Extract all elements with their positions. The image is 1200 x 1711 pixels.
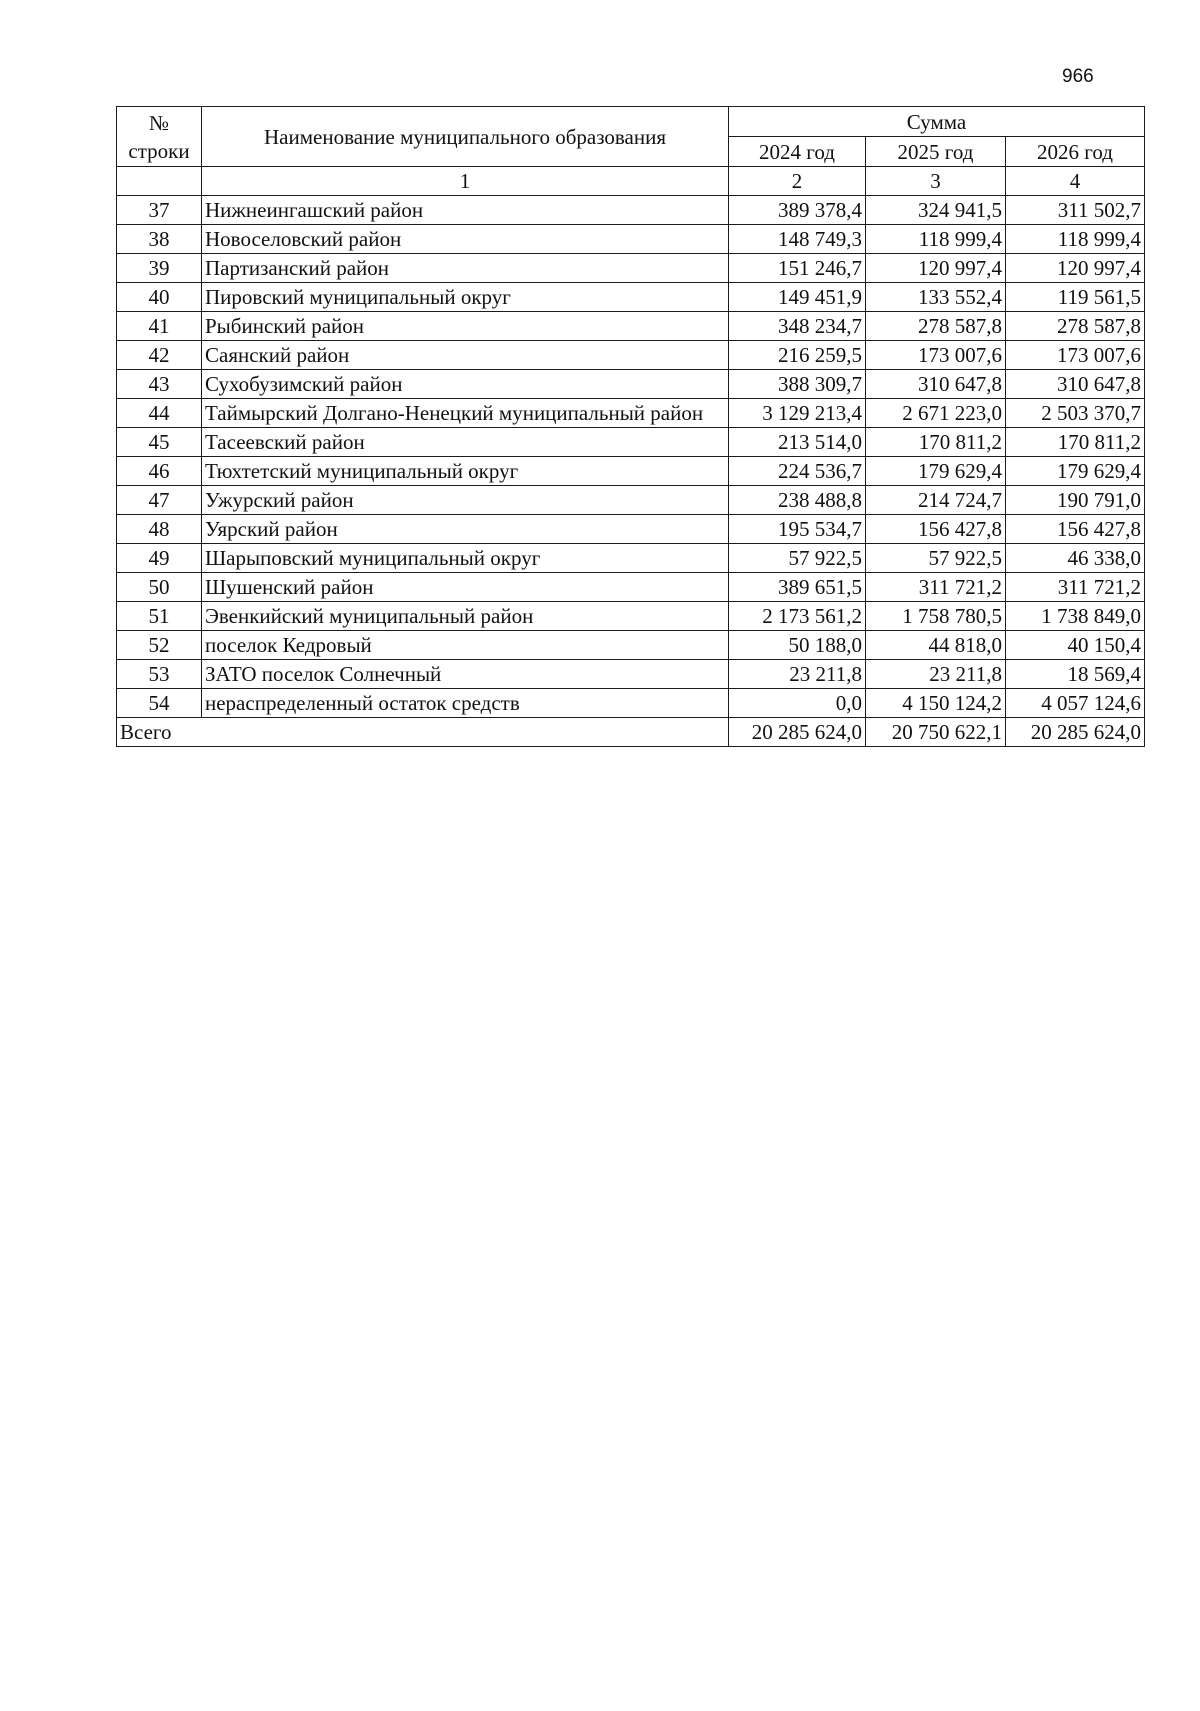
amount-2026: 311 721,2 <box>1006 573 1145 602</box>
row-number: 53 <box>117 660 202 689</box>
column-number: 4 <box>1006 167 1145 196</box>
amount-2025: 23 211,8 <box>866 660 1006 689</box>
amount-2024: 388 309,7 <box>729 370 866 399</box>
amount-2026: 1 738 849,0 <box>1006 602 1145 631</box>
amount-2024: 389 651,5 <box>729 573 866 602</box>
table-row <box>117 225 1145 254</box>
amount-2024: 3 129 213,4 <box>729 399 866 428</box>
table-row <box>117 631 1145 660</box>
amount-2026: 118 999,4 <box>1006 225 1145 254</box>
amount-2026: 170 811,2 <box>1006 428 1145 457</box>
amount-2025: 2 671 223,0 <box>866 399 1006 428</box>
table-row <box>117 428 1145 457</box>
municipality-name: Партизанский район <box>202 254 729 283</box>
amount-2024: 148 749,3 <box>729 225 866 254</box>
municipality-name: поселок Кедровый <box>202 631 729 660</box>
table-row <box>117 341 1145 370</box>
total-label: Всего <box>117 718 729 747</box>
municipality-name: Шушенский район <box>202 573 729 602</box>
total-row <box>117 718 1145 747</box>
amount-2025: 311 721,2 <box>866 573 1006 602</box>
table-row <box>117 399 1145 428</box>
table-row <box>117 486 1145 515</box>
amount-2024: 238 488,8 <box>729 486 866 515</box>
municipality-name: Шарыповский муниципальный округ <box>202 544 729 573</box>
table-row <box>117 254 1145 283</box>
amount-2025: 324 941,5 <box>866 196 1006 225</box>
total-2026: 20 285 624,0 <box>1006 718 1145 747</box>
table-row <box>117 196 1145 225</box>
amount-2026: 119 561,5 <box>1006 283 1145 312</box>
row-number: 48 <box>117 515 202 544</box>
amount-2025: 214 724,7 <box>866 486 1006 515</box>
row-number: 46 <box>117 457 202 486</box>
amount-2025: 118 999,4 <box>866 225 1006 254</box>
amount-2024: 57 922,5 <box>729 544 866 573</box>
row-number: 40 <box>117 283 202 312</box>
amount-2025: 1 758 780,5 <box>866 602 1006 631</box>
amount-2024: 149 451,9 <box>729 283 866 312</box>
row-number: 51 <box>117 602 202 631</box>
amount-2025: 44 818,0 <box>866 631 1006 660</box>
amount-2026: 173 007,6 <box>1006 341 1145 370</box>
amount-2024: 23 211,8 <box>729 660 866 689</box>
amount-2024: 50 188,0 <box>729 631 866 660</box>
amount-2026: 2 503 370,7 <box>1006 399 1145 428</box>
table-row <box>117 660 1145 689</box>
table-row <box>117 573 1145 602</box>
municipality-name: Нижнеингашский район <box>202 196 729 225</box>
year-header-2025: 2025 год <box>866 137 1006 167</box>
amount-2025: 310 647,8 <box>866 370 1006 399</box>
municipality-name: нераспределенный остаток средств <box>202 689 729 718</box>
municipality-name: Ужурский район <box>202 486 729 515</box>
table-body <box>117 196 1145 718</box>
amount-2025: 133 552,4 <box>866 283 1006 312</box>
amount-2025: 179 629,4 <box>866 457 1006 486</box>
table-row <box>117 602 1145 631</box>
municipality-name: Уярский район <box>202 515 729 544</box>
row-number-header-line2: строки <box>128 138 190 163</box>
municipality-name: Пировский муниципальный округ <box>202 283 729 312</box>
row-number: 44 <box>117 399 202 428</box>
amount-2024: 195 534,7 <box>729 515 866 544</box>
amount-2025: 170 811,2 <box>866 428 1006 457</box>
amount-2026: 4 057 124,6 <box>1006 689 1145 718</box>
sum-header: Сумма <box>729 107 1145 137</box>
row-number: 41 <box>117 312 202 341</box>
table-footer <box>117 718 1145 747</box>
column-number: 3 <box>866 167 1006 196</box>
amount-2024: 224 536,7 <box>729 457 866 486</box>
amount-2026: 46 338,0 <box>1006 544 1145 573</box>
municipality-name: Сухобузимский район <box>202 370 729 399</box>
row-number: 43 <box>117 370 202 399</box>
total-2024: 20 285 624,0 <box>729 718 866 747</box>
municipality-name: Саянский район <box>202 341 729 370</box>
municipality-name: Таймырский Долгано-Ненецкий муниципальный район <box>202 399 729 428</box>
amount-2026: 278 587,8 <box>1006 312 1145 341</box>
column-number: 2 <box>729 167 866 196</box>
table-row <box>117 283 1145 312</box>
table-row <box>117 370 1145 399</box>
amount-2026: 310 647,8 <box>1006 370 1145 399</box>
amount-2026: 156 427,8 <box>1006 515 1145 544</box>
row-number: 52 <box>117 631 202 660</box>
row-number: 54 <box>117 689 202 718</box>
municipality-name: Тюхтетский муниципальный округ <box>202 457 729 486</box>
amount-2026: 40 150,4 <box>1006 631 1145 660</box>
amount-2025: 173 007,6 <box>866 341 1006 370</box>
page-number: 966 <box>1062 66 1094 87</box>
year-header-2026: 2026 год <box>1006 137 1145 167</box>
table-row <box>117 515 1145 544</box>
column-number-blank <box>117 167 202 196</box>
amount-2025: 120 997,4 <box>866 254 1006 283</box>
amount-2024: 151 246,7 <box>729 254 866 283</box>
municipality-name: Новоселовский район <box>202 225 729 254</box>
amount-2024: 213 514,0 <box>729 428 866 457</box>
municipality-name: Рыбинский район <box>202 312 729 341</box>
header-row-top <box>117 107 1145 137</box>
amount-2024: 2 173 561,2 <box>729 602 866 631</box>
row-number-header-line1: № <box>148 110 170 135</box>
amount-2024: 348 234,7 <box>729 312 866 341</box>
row-number: 45 <box>117 428 202 457</box>
table-header <box>117 107 1145 196</box>
table-row <box>117 312 1145 341</box>
table-row <box>117 544 1145 573</box>
row-number: 38 <box>117 225 202 254</box>
amount-2026: 179 629,4 <box>1006 457 1145 486</box>
header-row-column-numbers <box>117 167 1145 196</box>
row-number: 50 <box>117 573 202 602</box>
municipality-name: Тасеевский район <box>202 428 729 457</box>
amount-2025: 57 922,5 <box>866 544 1006 573</box>
amount-2025: 156 427,8 <box>866 515 1006 544</box>
table-row <box>117 457 1145 486</box>
amount-2026: 190 791,0 <box>1006 486 1145 515</box>
total-2025: 20 750 622,1 <box>866 718 1006 747</box>
row-number: 42 <box>117 341 202 370</box>
municipality-name: ЗАТО поселок Солнечный <box>202 660 729 689</box>
municipality-name: Эвенкийский муниципальный район <box>202 602 729 631</box>
row-number: 49 <box>117 544 202 573</box>
column-number: 1 <box>202 167 729 196</box>
amount-2024: 389 378,4 <box>729 196 866 225</box>
year-header-2024: 2024 год <box>729 137 866 167</box>
amount-2026: 120 997,4 <box>1006 254 1145 283</box>
row-number: 47 <box>117 486 202 515</box>
name-header: Наименование муниципального образования <box>202 107 729 167</box>
amount-2025: 4 150 124,2 <box>866 689 1006 718</box>
amount-2025: 278 587,8 <box>866 312 1006 341</box>
row-number-header <box>117 107 202 167</box>
row-number: 39 <box>117 254 202 283</box>
amount-2026: 18 569,4 <box>1006 660 1145 689</box>
amount-2024: 0,0 <box>729 689 866 718</box>
budget-distribution-table <box>116 106 1145 747</box>
amount-2024: 216 259,5 <box>729 341 866 370</box>
row-number: 37 <box>117 196 202 225</box>
table-row <box>117 689 1145 718</box>
amount-2026: 311 502,7 <box>1006 196 1145 225</box>
